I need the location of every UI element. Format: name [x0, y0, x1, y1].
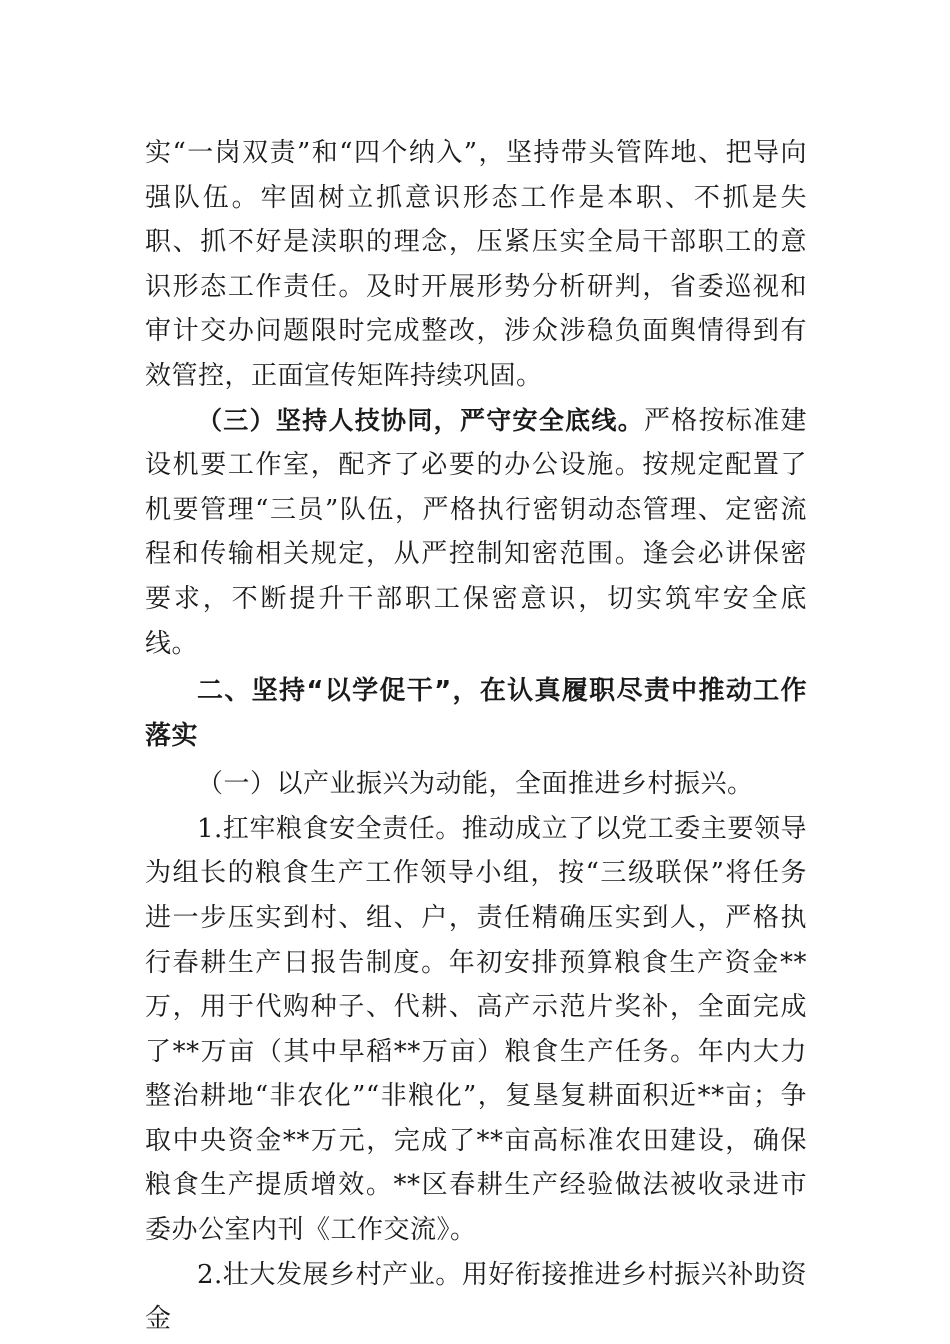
section-title-security: （三）坚持人技协同，严守安全底线。 — [197, 405, 644, 435]
subsection-heading-rural-revitalization: （一）以产业振兴为动能，全面推进乡村振兴。 — [197, 769, 754, 800]
document-body — [145, 131, 807, 1342]
paragraph-ideology-responsibility: 实“一岗双责”和“四个纳入”，坚持带头管阵地、把导向强队伍。牢固树立抓意识形态工作是本职、不抓是失职、抓不好是渎职的理念，压紧压实全局干部职工的意识形态工作责任。及时开展形势分析研判，省委巡视和审计交办问题限时完成整改，涉众涉稳负面舆情得到有效管控，正面宣传矩阵持续巩固。 — [145, 138, 807, 391]
paragraph-security-baseline — [145, 399, 807, 667]
section-heading-two: 二、坚持“以学促干”，在认真履职尽责中推动工作落实 — [145, 676, 807, 752]
paragraph-grain-security: 1.扛牢粮食安全责任。推动成立了以党工委主要领导为组长的粮食生产工作领导小组，按“三级联保”将任务进一步压实到村、组、户，责任精确压实到人，严格执行春耕生产日报告制度。年初安排预算粮食生产资金**万，用于代购种子、代耕、高产示范片奖补，全面完成了**万亩（其中早稻**万亩）粮食生产任务。年内大力整治耕地“非农化”“非粮化”，复垦复耕面积近**亩；争取中央资金**万元，完成了**亩高标准农田建设，确保粮食生产提质增效。**区春耕生产经验做法被收录进市委办公室内刊《工作交流》。 — [145, 813, 807, 1246]
paragraph-rural-industry: 2.壮大发展乡村产业。用好衔接推进乡村振兴补助资金 — [145, 1259, 807, 1335]
paragraph-security-text: 严格按标准建设机要工作室，配齐了必要的办公设施。按规定配置了机要管理“三员”队伍，严格执行密钥动态管理、定密流程和传输相关规定，从严控制知密范围。逢会必讲保密要求，不断提升干部职工保密意识，切实筑牢安全底线。 — [145, 405, 807, 659]
